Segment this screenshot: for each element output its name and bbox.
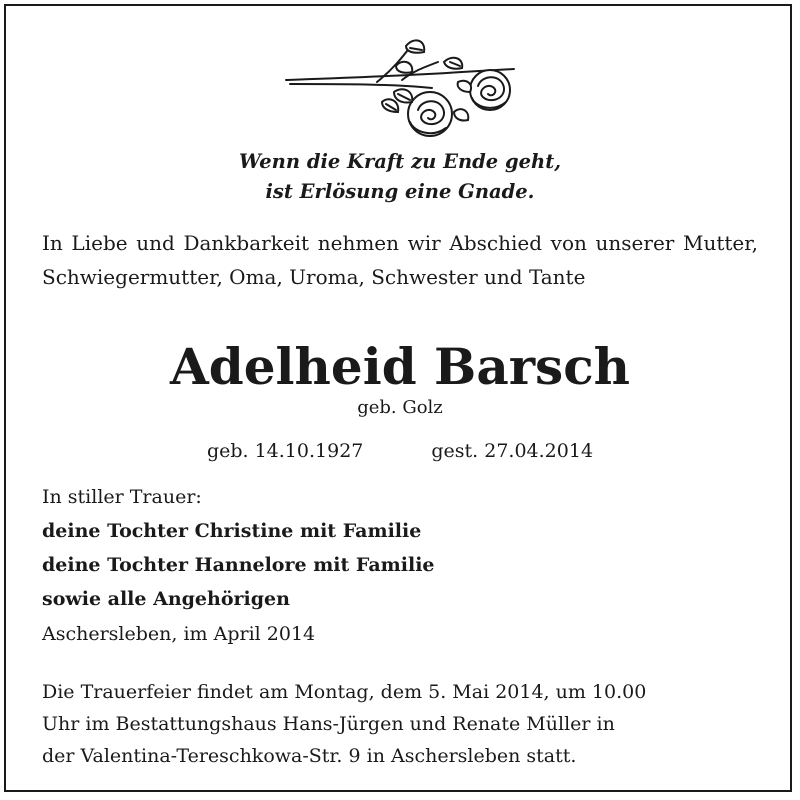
motto — [0, 147, 800, 207]
funeral-line: Uhr im Bestattungshaus Hans-Jürgen und Renate Müller in — [42, 713, 615, 735]
birth-date: geb. 14.10.1927 — [206, 440, 364, 462]
deceased-name: Adelheid Barsch — [169, 337, 631, 396]
maiden-name: geb. Golz — [357, 397, 443, 418]
funeral-line: Die Trauerfeier findet am Montag, dem 5. Mai 2014, um 10.00 — [42, 681, 647, 703]
life-dates — [0, 437, 800, 465]
mourner-line: deine Tochter Hannelore mit Familie — [42, 554, 435, 576]
place-date: Aschersleben, im April 2014 — [42, 623, 316, 645]
mourner-line: deine Tochter Christine mit Familie — [42, 520, 422, 542]
roses-icon — [282, 32, 522, 144]
death-date: gest. 27.04.2014 — [431, 440, 594, 462]
motto-line-2: ist Erlösung eine Gnade. — [265, 180, 535, 203]
mourners-block — [42, 480, 758, 616]
funeral-info — [42, 676, 758, 772]
mourner-line: sowie alle Angehörigen — [42, 588, 290, 610]
intro-text: In Liebe und Dankbarkeit nehmen wir Abschied von unserer Mutter, Schwiegermutter, Oma, Uroma, Schwester und Tante — [42, 231, 758, 289]
funeral-line: der Valentina-Tereschkowa-Str. 9 in Aschersleben statt. — [42, 745, 577, 767]
motto-line-1: Wenn die Kraft zu Ende geht, — [238, 150, 562, 173]
mourners-heading: In stiller Trauer: — [42, 486, 202, 508]
